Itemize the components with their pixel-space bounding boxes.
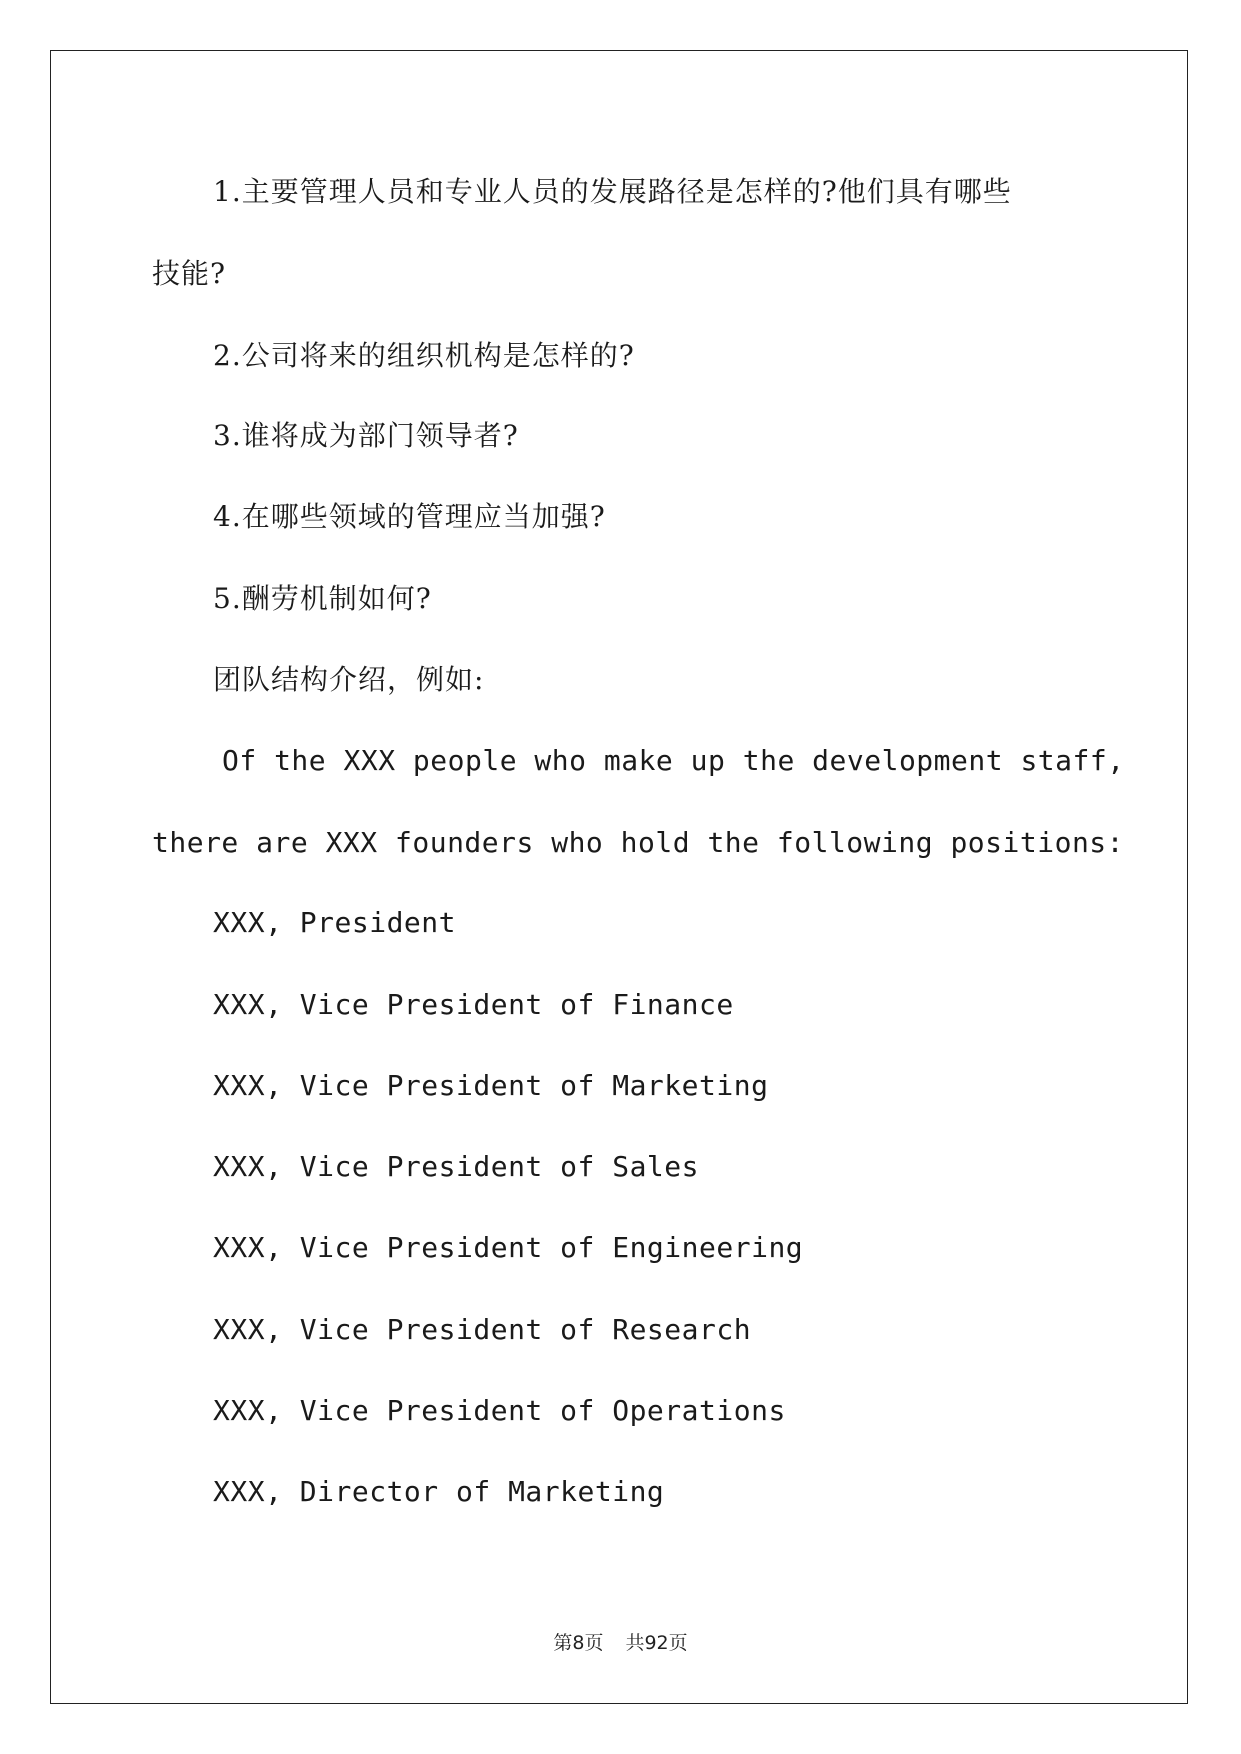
page-footer [0,1628,1241,1655]
page-number: 第8页 [553,1632,604,1654]
position-president: XXX, President [213,906,457,939]
position-director-marketing: XXX, Director of Marketing [213,1475,665,1508]
position-vp-marketing: XXX, Vice President of Marketing [213,1069,769,1102]
question-3: 3.谁将成为部门领导者? [213,419,519,452]
question-2: 2.公司将来的组织机构是怎样的? [213,339,635,372]
question-1-line-2: 技能? [152,257,227,290]
page-total: 共92页 [625,1632,688,1654]
position-vp-research: XXX, Vice President of Research [213,1313,752,1346]
question-5: 5.酬劳机制如何? [213,582,432,615]
position-vp-finance: XXX, Vice President of Finance [213,988,734,1021]
position-vp-operations: XXX, Vice President of Operations [213,1394,786,1427]
position-vp-engineering: XXX, Vice President of Engineering [213,1231,804,1264]
team-intro-label: 团队结构介绍，例如: [213,663,485,696]
question-1-line-1: 1.主要管理人员和专业人员的发展路径是怎样的?他们具有哪些 [213,175,1012,208]
page-border [50,50,1188,1704]
paragraph-line-2: there are XXX founders who hold the following positions: [152,826,1125,859]
question-4: 4.在哪些领域的管理应当加强? [213,500,606,533]
position-vp-sales: XXX, Vice President of Sales [213,1150,700,1183]
paragraph-line-1: Of the XXX people who make up the development staff, [222,744,1125,777]
